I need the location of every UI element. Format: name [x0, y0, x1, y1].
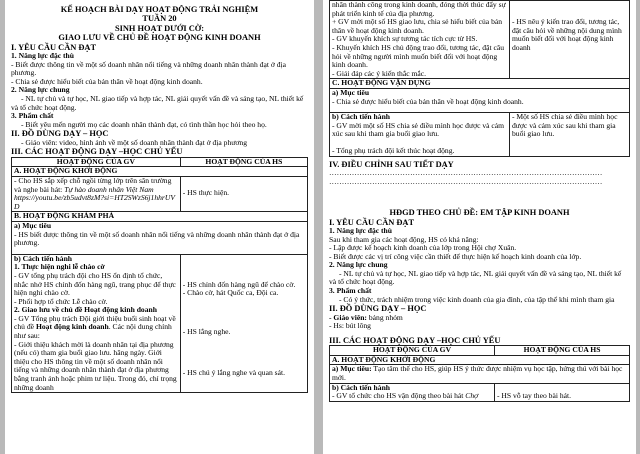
topic-emphasis: Hoạt động kinh doanh: [35, 322, 109, 332]
cell-text: - HS thực hiện.: [182, 187, 230, 197]
table-row: [12, 176, 308, 211]
paragraph: - Giáo viên: video, hình ảnh về một số doanh nhân thành đạt ở địa phương: [21, 137, 247, 147]
cell-text: - GV tổng phụ trách đội cho HS ổn định tổ chức, nhắc nhở HS chỉnh đốn hàng ngũ, trang phục để thực hiện nghi chào cờ.: [14, 270, 176, 298]
cell-text: - GV mời một số HS chia sẻ điều mình học được và cảm xúc sau khi tham gia buổi giao lưu.: [332, 120, 505, 139]
dotted-line: ………………………………………………………………………………………………: [329, 177, 603, 186]
document-page-right: [323, 0, 636, 454]
paragraph: [329, 314, 630, 323]
topic-title: GIAO LƯU VỀ CHỦ ĐỀ HOẠT ĐỘNG KINH DOANH: [58, 33, 261, 43]
cell-text: - Khuyến khích HS chủ động trao đổi, tương tác, đặt câu hỏi về những người mình muốn biết đối với hoạt động kinh doanh.: [332, 42, 504, 70]
teacher-cell: [12, 254, 181, 393]
procedure-label: b) Cách tiến hành: [332, 382, 391, 392]
cell-text: - HS chỉnh đốn hàng ngũ để chào cờ.: [182, 279, 296, 289]
table-row: [12, 254, 308, 393]
paragraph: - Hs: bút lông: [329, 321, 371, 331]
week-label: TUẦN 20: [142, 14, 177, 24]
paragraph: - NL tự chủ và tự học, NL giao tiếp và hợp tác, NL giải quyết vấn đề và sáng tạo, NL thiết kế và tổ chức hoạt động.: [329, 268, 622, 287]
cell-text: - Tổng phụ trách đội kết thúc hoạt động.: [332, 145, 455, 155]
objectives-cell: [12, 221, 308, 254]
cell-text: [14, 315, 178, 341]
activity-c-heading: C. HOẠT ĐỘNG VẬN DỤNG: [330, 79, 630, 89]
paragraph: - Chia sẻ được hiểu biết của bản thân về hoạt động kinh doanh.: [11, 76, 203, 86]
cell-text: - Phối hợp tổ chức Lễ chào cờ.: [14, 296, 108, 306]
paragraph: - NL tự chủ và tự học, NL giao tiếp và hợp tác, NL giải quyết vấn đề và sáng tạo, NL thiết kế và tổ chức hoạt động.: [11, 94, 304, 112]
activity-a-heading: A. HOẠT ĐỘNG KHỞI ĐỘNG: [12, 167, 308, 177]
cell-text: Tạo tâm thế cho HS, giúp HS ý thức được nhiệm vụ học tập, hứng thú với bài học mới.: [332, 364, 623, 383]
cell-text: - Một số HS chia sẻ điều mình học được và cảm xúc sau khi tham gia buổi giao lưu.: [512, 112, 618, 139]
cell-text: nhân thành công trong kinh doanh, đóng thời thúc đẩy sự phát triển kinh tế của địa phương.: [332, 0, 506, 18]
cell-text: - Chào cờ, hát Quốc ca, Đội ca.: [182, 288, 279, 298]
paragraph: Sau khi tham gia các hoạt động, HS có khả năng:: [329, 234, 479, 244]
paragraph: - Biết được các vị trí công việc cần thiết để thực hiện kế hoạch kinh doanh của lớp.: [329, 251, 582, 261]
subsection-general-competence: 2. Năng lực chung: [329, 260, 388, 270]
objectives-cell: [330, 365, 630, 383]
teacher-cell: [12, 176, 181, 211]
cell-text: - Giới thiệu khách mời là doanh nhân tại địa phương (nếu có) tham gia buổi giao lưu. hãng ngày. Giới thiệu cho HS thông tin về một số doanh nhân nổi tiếng và những doanh nhân thành đạt ở địa phương bằng tranh ảnh hoặc phim tư liệu. Trong đó, chỉ trọng những doanh: [14, 339, 177, 392]
subsection-qualities: 3. Phẩm chất: [11, 111, 54, 121]
student-cell: [510, 113, 630, 156]
objectives-label: a) Mục tiêu:: [332, 364, 372, 374]
section-activities: III. CÁC HOẠT ĐỘNG DẠY –HỌC CHỦ YẾU: [329, 335, 501, 345]
student-cell: [180, 176, 307, 211]
video-link[interactable]: https://youtu.be/zb5udvt8zM?si=HT2SWzS6j1hhrUVD: [14, 193, 176, 211]
teacher-cell: [330, 113, 510, 156]
objectives-label: a) Mục tiêu: [14, 220, 52, 230]
paragraph: - Biết được thông tin về một số doanh nhân nổi tiếng và những doanh nhân thành đạt ở địa phương.: [11, 59, 287, 78]
cell-text: - Giải đáp các ý kiến thắc mắc.: [332, 68, 427, 78]
document-page-left: [5, 0, 314, 454]
subsection-general-competence: 2. Năng lực chung: [11, 85, 70, 95]
lesson-plan-title: KẾ HOẠCH BÀI DẠY HOẠT ĐỘNG TRẢI NGHIỆM: [60, 5, 259, 14]
procedure-label: b) Cách tiến hành: [14, 253, 73, 263]
activity-b-heading: B. HOẠT ĐỘNG KHÁM PHÁ: [12, 212, 308, 222]
section-adjustments: IV. ĐIỀU CHỈNH SAU TIẾT DẠY: [329, 159, 454, 169]
cell-text: - HS chú ý lắng nghe và quan sát.: [182, 367, 286, 377]
section-requirements: I. YÊU CẦU CẦN ĐẠT: [329, 217, 415, 227]
cell-text: [332, 392, 492, 401]
cell-text: - HS biết được thông tin về một số doanh nhân nổi tiếng và những doanh nhân thành đạt ở địa phương.: [14, 229, 300, 248]
student-cell: [510, 1, 630, 79]
table-row: [330, 113, 630, 156]
teacher-cell: [330, 383, 495, 401]
column-header-student: HOẠT ĐỘNG CỦA HS: [495, 346, 630, 356]
song-title: Chợ: [465, 391, 479, 401]
activity-a-heading: A. HOẠT ĐỘNG KHỞI ĐỘNG: [330, 355, 630, 365]
table-row: [330, 1, 630, 79]
cell-text-part: - GV Tổng phụ trách Đội giới thiệu buổi sinh hoạt về chủ đề: [14, 313, 176, 332]
section-activities: III. CÁC HOẠT ĐỘNG DẠY –HỌC CHỦ YẾU: [11, 147, 183, 157]
song-title: Tự hào doanh nhân Việt Nam: [64, 184, 154, 194]
step-heading: 2. Giao lưu về chủ đề Hoạt động kinh doanh: [14, 305, 157, 315]
procedure-label: b) Cách tiến hành: [332, 112, 391, 122]
paragraph: - Biết yêu mến người mọ các doanh nhân thành đạt, có tình thần học hỏi theo họ.: [21, 119, 267, 129]
activities-table-2: [329, 345, 630, 402]
step-heading: 1. Thực hiện nghi lễ chào cờ: [14, 262, 105, 272]
cell-text: - HS vỗ tay theo bài hát.: [497, 390, 572, 400]
cell-text: - GV khuyến khích sự tương tác tích cực từ HS.: [332, 34, 478, 44]
cell-text: - HS lắng nghe.: [182, 326, 231, 336]
section-materials: II. ĐỒ DÙNG DẠY – HỌC: [329, 304, 427, 314]
paragraph: - Có ý thức, trách nhiệm trong việc kinh doanh của gia đình, của tập thể khi mình tham gia: [339, 294, 615, 304]
topic-title-2: HĐGD THEO CHỦ ĐỀ: EM TẬP KINH DOANH: [389, 208, 570, 218]
activity-type: SINH HOẠT DƯỚI CỜ:: [114, 23, 205, 33]
table-row: [330, 383, 630, 401]
dotted-line: ………………………………………………………………………………………………: [329, 168, 603, 177]
activities-table: [11, 157, 308, 393]
cell-text: - HS nêu ý kiến trao đổi, tương tác, đặt câu hỏi về những nội dung mình muốn biết đối với hoạt động kinh doanh: [512, 17, 622, 52]
cell-text-part: . Các nội dung chính như sau:: [14, 322, 172, 341]
cell-text: - Chia sẻ được hiểu biết của bản thân về hoạt động kinh doanh.: [332, 96, 524, 106]
paragraph: - Lập được kế hoạch kinh doanh của lớp trong Hội chợ Xuân.: [329, 243, 517, 253]
column-header-student: HOẠT ĐỘNG CỦA HS: [180, 157, 307, 167]
cell-text-part: - GV tổ chức cho HS vận động theo bài hát: [332, 391, 466, 401]
subsection-specific-competence: 1. Năng lực đặc thù: [329, 225, 392, 235]
teacher-materials: bảng nhóm: [366, 312, 403, 322]
cell-text: + GV mời một số HS giao lưu, chia sẻ hiểu biết của bản thân về hoạt động kinh doanh.: [332, 17, 503, 35]
objectives-cell: [330, 88, 630, 112]
column-header-teacher: HOẠT ĐỘNG CỦA GV: [12, 157, 181, 167]
student-cell: [495, 383, 630, 401]
objectives-label: a) Mục tiêu: [332, 87, 370, 97]
subsection-qualities: 3. Phẩm chất: [329, 286, 372, 296]
teacher-label: - Giáo viên:: [329, 312, 367, 322]
column-header-teacher: HOẠT ĐỘNG CỦA GV: [330, 346, 495, 356]
section-materials: II. ĐỒ DÙNG DẠY – HỌC: [11, 129, 109, 139]
teacher-cell: [330, 1, 510, 79]
activities-table-continued: [329, 0, 630, 157]
subsection-specific-competence: 1. Năng lực đặc thù: [11, 51, 74, 61]
section-requirements: I. YÊU CẦU CẦN ĐẠT: [11, 42, 97, 52]
cell-text: - Cho HS sắp xếp chỗ ngồi từng lớp trên sân trường và nghe bài hát:: [14, 175, 172, 194]
student-cell: [180, 254, 307, 393]
